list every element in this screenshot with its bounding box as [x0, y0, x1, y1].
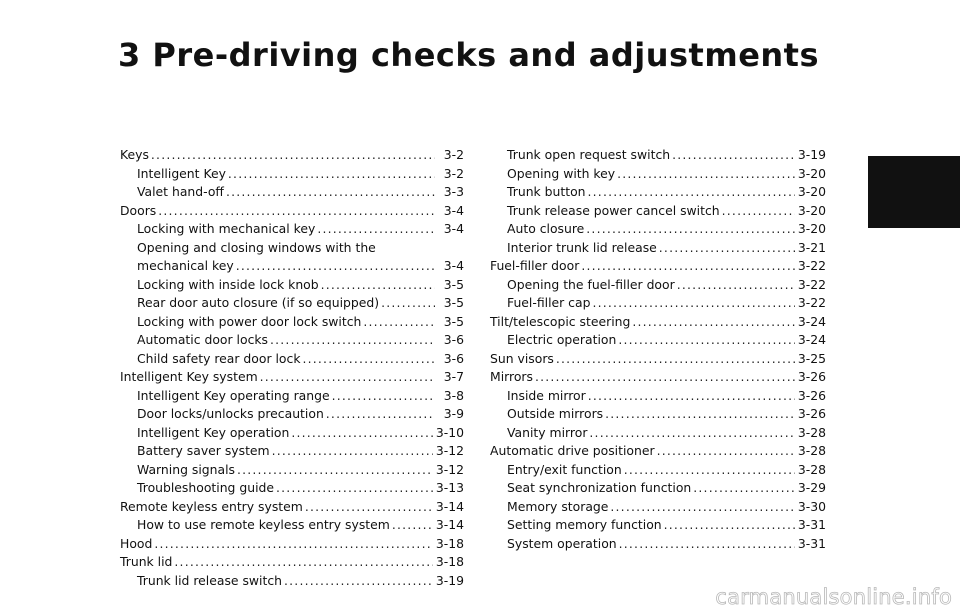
- dot-leader: [624, 461, 795, 480]
- toc-entry[interactable]: [490, 350, 826, 369]
- toc-subentry[interactable]: [120, 516, 464, 535]
- toc-entry-text: Intelligent Key operation: [137, 424, 290, 440]
- dot-leader: [237, 461, 433, 480]
- toc-page-number: 3-18: [435, 554, 464, 569]
- toc-subentry[interactable]: [490, 220, 826, 239]
- toc-entry-text: Intelligent Key: [137, 165, 226, 181]
- dot-leader: [581, 257, 795, 276]
- toc-subentry[interactable]: [120, 405, 464, 424]
- toc-entry-text: Remote keyless entry system: [120, 498, 303, 514]
- dot-leader: [618, 331, 795, 350]
- toc-subentry[interactable]: [120, 424, 464, 443]
- dot-leader: [672, 146, 795, 165]
- toc-entry-text: Sun visors: [490, 350, 554, 366]
- toc-page-number: 3-7: [443, 369, 464, 384]
- dot-leader: [174, 553, 432, 572]
- toc-entry-text: Locking with inside lock knob: [137, 276, 319, 292]
- toc-column-left: [120, 146, 464, 590]
- toc-page-number: 3-4: [443, 202, 464, 218]
- dot-leader: [677, 276, 795, 295]
- toc-page-number: 3-12: [435, 443, 464, 458]
- toc-subentry[interactable]: [120, 572, 464, 591]
- dot-leader: [381, 294, 435, 313]
- toc-entry-text: Memory storage: [507, 498, 609, 514]
- dot-leader: [236, 257, 435, 276]
- toc-entry-text: Hood: [120, 535, 153, 551]
- toc-page-number: 3-4: [443, 221, 464, 236]
- dot-leader: [619, 535, 795, 554]
- toc-entry-text: Opening the fuel-filler door: [507, 276, 675, 292]
- toc-subentry[interactable]: [490, 294, 826, 313]
- toc-entry[interactable]: [490, 368, 826, 387]
- toc-subentry[interactable]: [120, 387, 464, 406]
- dot-leader: [226, 183, 435, 202]
- toc-subentry[interactable]: [120, 479, 464, 498]
- toc-entry-text: Trunk open request switch: [507, 147, 671, 162]
- toc-subentry[interactable]: [490, 276, 826, 295]
- toc-entry[interactable]: [120, 368, 464, 387]
- dot-leader: [276, 479, 433, 498]
- dot-leader: [556, 350, 795, 369]
- toc-page-number: 3-26: [797, 387, 826, 403]
- dot-leader: [588, 387, 795, 406]
- toc-subentry[interactable]: [120, 165, 464, 184]
- toc-page-number: 3-19: [435, 572, 464, 588]
- toc-entry[interactable]: [120, 146, 464, 165]
- dot-leader: [693, 479, 795, 498]
- toc-page-number: 3-19: [797, 147, 826, 162]
- toc-subentry[interactable]: [490, 239, 826, 258]
- dot-leader: [317, 220, 435, 239]
- dot-leader: [659, 239, 795, 258]
- toc-page-number: 3-21: [797, 239, 826, 255]
- toc-entry-text: mechanical key: [137, 258, 234, 273]
- toc-page-number: 3-5: [443, 295, 464, 310]
- toc-page-number: 3-26: [797, 369, 826, 384]
- toc-entry-text: Intelligent Key operating range: [137, 387, 330, 403]
- toc-entry-text: Child safety rear door lock: [137, 350, 301, 366]
- toc-page-number: 3-28: [797, 443, 826, 458]
- toc-subentry[interactable]: [120, 442, 464, 461]
- toc-page-number: 3-6: [443, 332, 464, 347]
- toc-entry-text: Fuel-filler door: [490, 258, 580, 273]
- toc-entry-text: Inside mirror: [507, 387, 586, 403]
- dot-leader: [228, 165, 435, 184]
- dot-leader: [392, 516, 433, 535]
- toc-entry-text: Setting memory function: [507, 517, 662, 532]
- dot-leader: [722, 202, 795, 221]
- toc-page-number: 3-18: [435, 535, 464, 551]
- toc-subentry[interactable]: [490, 183, 826, 202]
- toc-subentry[interactable]: [490, 498, 826, 517]
- toc-entry-text: Automatic drive positioner: [490, 443, 655, 458]
- toc-page-number: 3-5: [443, 313, 464, 329]
- dot-leader: [632, 313, 795, 332]
- toc-column-right: [490, 146, 826, 553]
- toc-subentry[interactable]: [490, 202, 826, 221]
- toc-subentry[interactable]: [490, 387, 826, 406]
- toc-subentry[interactable]: [120, 276, 464, 295]
- toc-entry-text: Opening and closing windows with the: [137, 239, 376, 255]
- toc-entry-text: Seat synchronization function: [507, 480, 692, 495]
- toc-entry-text: Interior trunk lid release: [507, 239, 657, 255]
- toc-entry-text: Fuel-filler cap: [507, 295, 591, 310]
- toc-page-number: 3-10: [435, 424, 464, 440]
- dot-leader: [657, 442, 795, 461]
- toc-page-number: 3-24: [797, 332, 826, 347]
- toc-page-number: 3-2: [443, 165, 464, 181]
- toc-subentry[interactable]: [120, 313, 464, 332]
- toc-page-number: 3-6: [443, 350, 464, 366]
- toc-subentry[interactable]: [490, 461, 826, 480]
- toc-subentry[interactable]: [490, 535, 826, 554]
- toc-page-number: 3-28: [797, 461, 826, 477]
- toc-subentry[interactable]: [120, 294, 464, 313]
- toc-page-number: 3-31: [797, 535, 826, 551]
- toc-page-number: 3-28: [797, 424, 826, 440]
- dot-leader: [291, 424, 433, 443]
- toc-entry-text: Battery saver system: [137, 443, 270, 458]
- toc-entry-text: Tilt/telescopic steering: [490, 313, 631, 329]
- toc-page-number: 3-12: [435, 461, 464, 477]
- dot-leader: [363, 313, 435, 332]
- dot-leader: [270, 331, 435, 350]
- toc-entry-text: Warning signals: [137, 461, 235, 477]
- dot-leader: [332, 387, 435, 406]
- toc-page-number: 3-14: [435, 517, 464, 532]
- toc-entry-text: Trunk button: [507, 184, 586, 199]
- toc-entry-text: Troubleshooting guide: [137, 480, 275, 495]
- toc-page-number: 3-25: [797, 350, 826, 366]
- toc-entry-text: Locking with mechanical key: [137, 221, 316, 236]
- dot-leader: [154, 535, 433, 554]
- toc-page-number: 3-5: [443, 276, 464, 292]
- toc-subentry[interactable]: [490, 424, 826, 443]
- toc-entry-text: Trunk lid release switch: [137, 572, 283, 588]
- toc-entry-text: Rear door auto closure (if so equipped): [137, 295, 380, 310]
- toc-page-number: 3-22: [797, 258, 826, 273]
- toc-subentry[interactable]: [490, 146, 826, 165]
- toc-entry[interactable]: [120, 202, 464, 221]
- dot-leader: [272, 442, 433, 461]
- toc-entry-text: Opening with key: [507, 165, 616, 181]
- dot-leader: [535, 368, 795, 387]
- toc-page-number: 3-3: [443, 184, 464, 199]
- toc-entry-text: Valet hand-off: [137, 184, 224, 199]
- toc-subentry[interactable]: [120, 350, 464, 369]
- toc-page-number: 3-4: [443, 258, 464, 273]
- toc-entry-text: Auto closure: [507, 221, 585, 236]
- dot-leader: [305, 498, 433, 517]
- toc-entry[interactable]: [490, 313, 826, 332]
- toc-entry-text: Mirrors: [490, 369, 533, 384]
- toc-subentry[interactable]: [490, 165, 826, 184]
- toc-subentry[interactable]: [120, 461, 464, 480]
- toc-page-number: 3-14: [435, 498, 464, 514]
- toc-page-number: 3-31: [797, 517, 826, 532]
- dot-leader: [586, 220, 795, 239]
- toc-entry-text: Locking with power door lock switch: [137, 313, 362, 329]
- toc-page-number: 3-20: [797, 165, 826, 181]
- dot-leader: [284, 572, 433, 591]
- toc-entry-text: Intelligent Key system: [120, 369, 258, 384]
- dot-leader: [592, 294, 794, 313]
- toc-entry-text: Keys: [120, 147, 149, 162]
- dot-leader: [605, 405, 795, 424]
- toc-page-number: 3-20: [797, 202, 826, 218]
- toc-subentry[interactable]: [490, 479, 826, 498]
- toc-subentry[interactable]: [120, 331, 464, 350]
- toc-entry-text: Doors: [120, 202, 157, 218]
- toc-entry-text: Electric operation: [507, 332, 617, 347]
- toc-page-number: 3-26: [797, 406, 826, 421]
- toc-page-number: 3-24: [797, 313, 826, 329]
- toc-page-number: 3-9: [443, 406, 464, 421]
- toc-page-number: 3-13: [435, 480, 464, 495]
- dot-leader: [617, 165, 795, 184]
- toc-page-number: 3-20: [797, 184, 826, 199]
- toc-entry[interactable]: [490, 257, 826, 276]
- dot-leader: [664, 516, 795, 535]
- toc-subentry[interactable]: [490, 405, 826, 424]
- toc-entry-text: Outside mirrors: [507, 406, 604, 421]
- toc-entry-text: System operation: [507, 535, 617, 551]
- toc-page-number: 3-22: [797, 295, 826, 310]
- toc-subentry[interactable]: [120, 220, 464, 239]
- dot-leader: [260, 368, 435, 387]
- dot-leader: [588, 183, 795, 202]
- toc-page-number: 3-20: [797, 221, 826, 236]
- dot-leader: [303, 350, 436, 369]
- dot-leader: [158, 202, 435, 221]
- dot-leader: [589, 424, 794, 443]
- watermark: carmanualsonline.info: [715, 585, 952, 609]
- toc-entry[interactable]: [490, 442, 826, 461]
- toc-page-number: 3-29: [797, 480, 826, 495]
- toc-entry-text: Vanity mirror: [507, 424, 588, 440]
- toc-entry-text: Trunk lid: [120, 554, 173, 569]
- toc-page-number: 3-8: [443, 387, 464, 403]
- chapter-thumb-tab: [868, 156, 960, 228]
- toc-entry[interactable]: [120, 535, 464, 554]
- dot-leader: [326, 405, 435, 424]
- toc-page-number: 3-30: [797, 498, 826, 514]
- toc-page-number: 3-2: [443, 147, 464, 162]
- chapter-title: 3 Pre-driving checks and adjustments: [118, 36, 820, 74]
- toc-entry-text: Entry/exit function: [507, 461, 622, 477]
- toc-entry-text: Door locks/unlocks precaution: [137, 406, 324, 421]
- toc-entry-text: Automatic door locks: [137, 332, 269, 347]
- toc-subentry[interactable]: [120, 183, 464, 202]
- toc-subentry[interactable]: [490, 331, 826, 350]
- toc-entry[interactable]: [120, 498, 464, 517]
- toc-entry-text: How to use remote keyless entry system: [137, 517, 390, 532]
- dot-leader: [151, 146, 435, 165]
- toc-entry-text: Trunk release power cancel switch: [507, 202, 720, 218]
- toc-subentry[interactable]: [490, 516, 826, 535]
- dot-leader: [610, 498, 794, 517]
- dot-leader: [321, 276, 435, 295]
- toc-subentry[interactable]: [120, 257, 464, 276]
- toc-entry[interactable]: [120, 553, 464, 572]
- toc-page-number: 3-22: [797, 276, 826, 292]
